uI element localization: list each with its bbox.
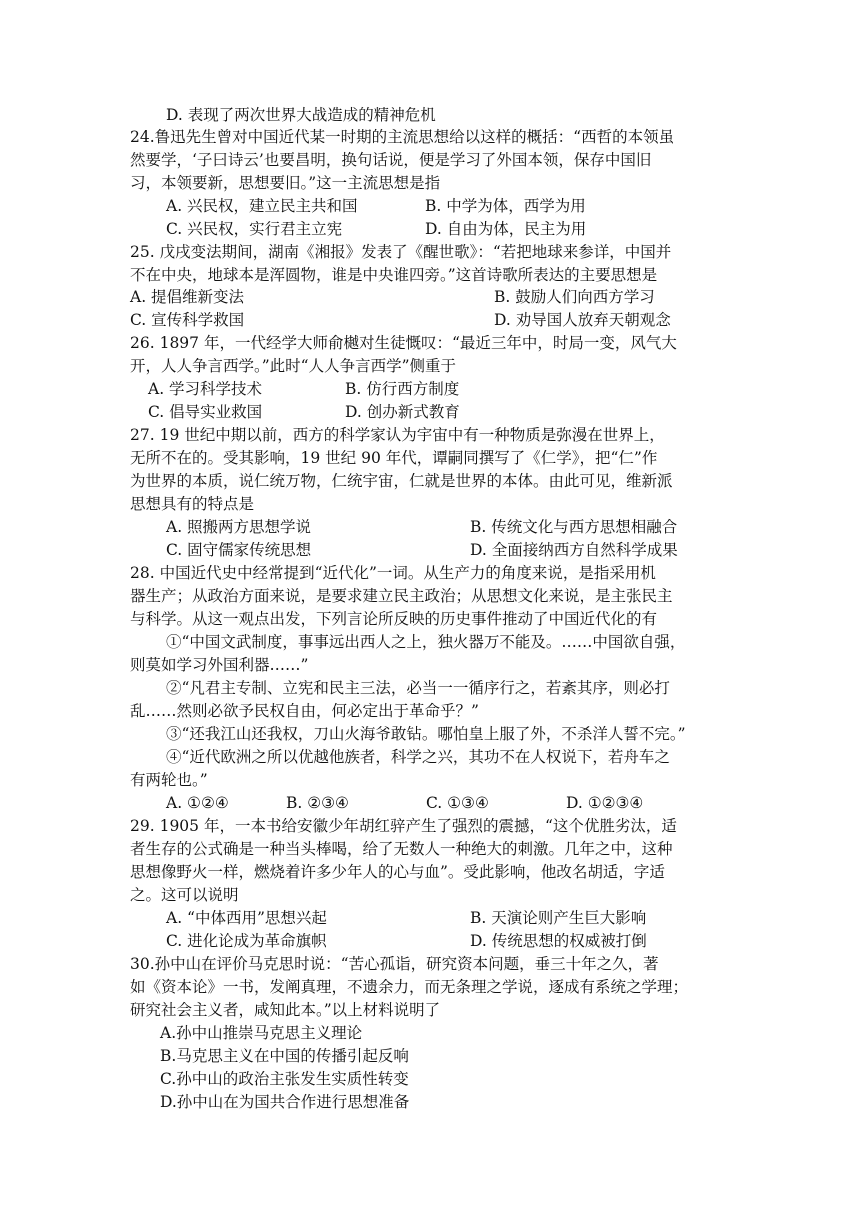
q28-statement-line: 乱……然则必欲予民权自由，何必定出于革命乎？” — [130, 702, 479, 720]
q28-statement-line: ④“近代欧洲之所以优越他族者，科学之兴，其功不在人权说下，若舟车之 — [166, 748, 670, 766]
q29-option-b: B. 天演论则产生巨大影响 — [470, 909, 647, 927]
q27-option-d: D. 全面接纳西方自然科学成果 — [470, 541, 678, 559]
q24-stem-line: 然要学，‘子曰诗云’也要昌明，换句话说，便是学习了外国本领，保存中国旧 — [130, 151, 652, 169]
q28-statement-line: 有两轮也。” — [130, 771, 208, 789]
q25-option-c: C. 宣传科学救国 — [130, 311, 245, 329]
q29-stem-line: 29. 1905 年，一本书给安徽少年胡红骍产生了强烈的震撼，“这个优胜劣汰，适 — [130, 817, 677, 835]
q30-option-a: A.孙中山推崇马克思主义理论 — [160, 1024, 363, 1042]
q27-stem-line: 无所不在的。受其影响，19 世纪 90 年代，谭嗣同撰写了《仁学》，把“仁”作 — [130, 449, 658, 467]
q28-option-a: A. ①②④ — [166, 794, 229, 812]
q28-option-c: C. ①③④ — [426, 794, 489, 812]
q26-option-c: C. 倡导实业救国 — [148, 403, 263, 421]
q30-option-c: C.孙中山的政治主张发生实质性转变 — [160, 1070, 409, 1088]
q26-stem-line: 开，人人争言西学。”此时“人人争言西学”侧重于 — [130, 357, 457, 375]
q27-option-b: B. 传统文化与西方思想相融合 — [470, 518, 678, 536]
q28-statement-line: ③“还我江山还我权，刀山火海爷敢钻。哪怕皇上服了外，不杀洋人誓不完。” — [166, 725, 686, 743]
q28-stem-line: 器生产；从政治方面来说，是要求建立民主政治；从思想文化来说，是主张民主 — [130, 587, 673, 605]
q26-option-a: A. 学习科学技术 — [148, 380, 263, 398]
q30-stem-line: 如《资本论》一书，发阐真理，不遗余力，而无条理之学说，逐成有系统之学理； — [130, 978, 689, 996]
q27-stem-line: 为世界的本质，说仁统万物，仁统宇宙，仁就是世界的本体。由此可见，维新派 — [130, 472, 673, 490]
q29-stem-line: 思想像野火一样，燃烧着许多少年人的心与血”。受此影响，他改名胡适，字适 — [130, 863, 665, 881]
q24-stem-line: 24.鲁迅先生曾对中国近代某一时期的主流思想给以这样的概括：“西哲的本领虽 — [130, 128, 675, 146]
q28-statement-line: 则莫如学习外国利器……” — [130, 656, 309, 674]
q28-stem-line: 28. 中国近代史中经常提到“近代化”一词。从生产力的角度来说，是指采用机 — [130, 564, 656, 582]
q24-option-a: A. 兴民权，建立民主共和国 — [166, 197, 358, 215]
q28-option-b: B. ②③④ — [286, 794, 349, 812]
q26-option-d: D. 创办新式教育 — [345, 403, 460, 421]
q27-stem-line: 27. 19 世纪中期以前，西方的科学家认为宇宙中有一种物质是弥漫在世界上， — [130, 426, 665, 444]
q28-statement-line: ①“中国文武制度，事事远出西人之上，独火器万不能及。……中国欲自强， — [166, 633, 686, 651]
q24-option-c: C. 兴民权，实行君主立宪 — [166, 220, 343, 238]
q27-stem-line: 思想具有的特点是 — [130, 495, 255, 513]
q29-option-c: C. 进化论成为革命旗帜 — [166, 932, 327, 950]
q28-option-d: D. ①②③④ — [566, 794, 644, 812]
q30-option-b: B.马克思主义在中国的传播引起反响 — [160, 1047, 409, 1065]
q24-option-b: B. 中学为体，西学为用 — [425, 197, 586, 215]
q27-option-a: A. 照搬两方思想学说 — [166, 518, 312, 536]
q29-stem-line: 者生存的公式确是一种当头棒喝，给了无数人一种绝大的刺激。几年之中，这种 — [130, 840, 673, 858]
q29-option-a: A. “中体西用”思想兴起 — [166, 909, 327, 927]
q25-option-d: D. 劝导国人放弃天朝观念 — [494, 311, 671, 329]
q28-stem-line: 与科学。从这一观点出发，下列言论所反映的历史事件推动了中国近代化的有 — [130, 610, 658, 628]
q29-option-d: D. 传统思想的权威被打倒 — [470, 932, 647, 950]
q29-stem-line: 之。这可以说明 — [130, 886, 239, 904]
q28-statement-line: ②“凡君主专制、立宪和民主三法，必当一一循序行之，若紊其序，则必打 — [166, 679, 670, 697]
q26-option-b: B. 仿行西方制度 — [345, 380, 460, 398]
q30-option-d: D.孙中山在为国共合作进行思想准备 — [160, 1093, 410, 1111]
q24-stem-line: 习，本领要新，思想要旧。”这一主流思想是指 — [130, 174, 441, 192]
q26-stem-line: 26. 1897 年，一代经学大师俞樾对生徒慨叹：“最近三年中，时局一变，风气大 — [130, 334, 677, 352]
q25-option-b: B. 鼓励人们向西方学习 — [494, 288, 655, 306]
q30-stem-line: 30.孙中山在评价马克思时说：“苦心孤诣，研究资本问题，垂三十年之久，著 — [130, 955, 659, 973]
q27-option-c: C. 固守儒家传统思想 — [166, 541, 312, 559]
q23-option-d: D. 表现了两次世界大战造成的精神危机 — [166, 106, 436, 124]
q25-stem-line: 不在中央，地球本是浑圆物，谁是中央谁四旁。”这首诗歌所表达的主要思想是 — [130, 266, 658, 284]
q25-option-a: A. 提倡维新变法 — [130, 288, 245, 306]
q25-stem-line: 25. 戊戌变法期间，湖南《湘报》发表了《醒世歌》：“若把地球来参详，中国并 — [130, 243, 672, 261]
q30-stem-line: 研究社会主义者，咸知此本。”以上材料说明了 — [130, 1001, 441, 1019]
q24-option-d: D. 自由为体，民主为用 — [425, 220, 587, 238]
